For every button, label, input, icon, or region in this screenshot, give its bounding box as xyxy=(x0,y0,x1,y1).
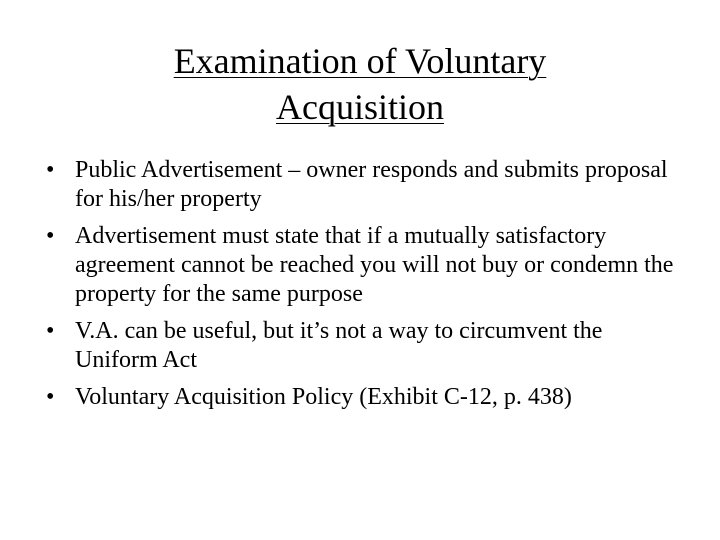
bullet-text: Voluntary Acquisition Policy (Exhibit C-12, p. 438) xyxy=(75,384,572,410)
slide-title-line-1: Examination of Voluntary xyxy=(173,41,547,81)
bullet-item-va-usefulness xyxy=(46,317,686,375)
bullet-dot-icon: • xyxy=(46,318,55,344)
slide-title xyxy=(60,38,660,130)
bullet-item-advertisement-requirement xyxy=(46,222,686,309)
bullet-dot-icon: • xyxy=(46,157,55,183)
bullet-text: V.A. can be useful, but it’s not a way to circumvent the Uniform Act xyxy=(75,318,603,373)
bullet-text: Public Advertisement – owner responds and submits proposal for his/her property xyxy=(75,157,668,212)
bullet-item-policy-reference xyxy=(46,383,686,412)
slide-title-line-2: Acquisition xyxy=(276,87,444,127)
bullet-dot-icon: • xyxy=(46,384,55,410)
bullet-text: Advertisement must state that if a mutually satisfactory agreement cannot be reached you will not buy or condemn the property for the same purpose xyxy=(75,223,674,307)
bullet-item-public-advertisement xyxy=(46,156,686,214)
bullet-dot-icon: • xyxy=(46,223,55,249)
bullet-list xyxy=(46,156,686,420)
